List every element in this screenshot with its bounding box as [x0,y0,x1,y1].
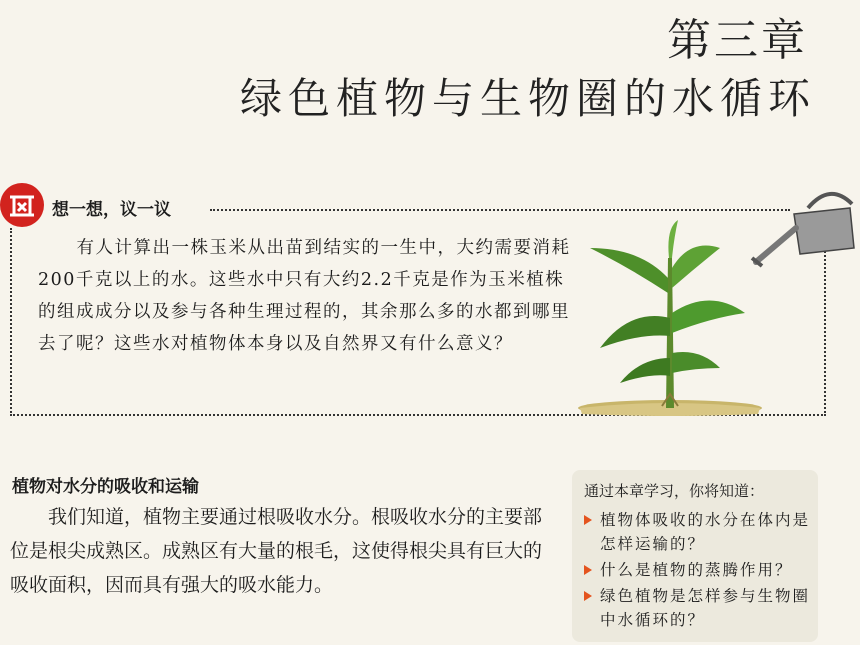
chapter-number: 第三章 [667,15,808,66]
think-discuss-seal-icon [0,183,44,227]
objectives-list [584,508,812,634]
section-paragraph: 我们知道，植物主要通过根吸收水分。根吸收水分的主要部位是根尖成熟区。成熟区有大量的根毛，这使得根尖具有巨大的吸收面积，因而具有强大的吸水能力。 [10,506,543,596]
chapter-objectives-box [572,470,818,642]
triangle-bullet-icon [584,565,592,575]
think-paragraph: 有人计算出一株玉米从出苗到结实的一生中，大约需要消耗200千克以上的水。这些水中只有大约2.2千克是作为玉米植株的组成成分以及参与各种生理过程的，其余那么多的水都到哪里去了呢？这些水对植物体本身以及自然界又有什么意义？ [38,238,571,354]
objectives-title: 通过本章学习，你将知道： [584,482,765,500]
think-label: 想一想，议一议 [52,200,171,220]
list-item: 植物体吸收的水分在体内是怎样运输的？ [584,508,812,556]
list-item: 绿色植物是怎样参与生物圈中水循环的？ [584,584,812,632]
divider [210,209,790,211]
triangle-bullet-icon [584,591,592,601]
list-item: 什么是植物的蒸腾作用？ [584,558,812,582]
watering-can-illustration [750,178,860,268]
chapter-title: 绿色植物与生物圈的水循环 [239,74,816,123]
triangle-bullet-icon [584,515,592,525]
corn-plant-illustration [570,218,770,418]
section-heading: 植物对水分的吸收和运输 [12,477,199,497]
